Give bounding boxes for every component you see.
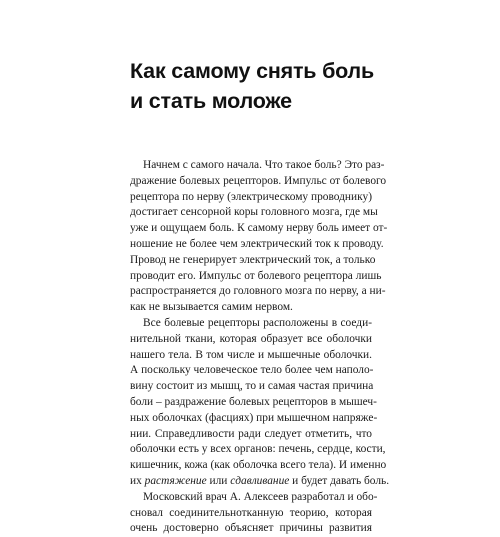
paragraph-2-line: ных оболочках (фасциях) при мышечном напряже- xyxy=(130,411,378,424)
paragraph-1-line: уже и ощущаем боль. К самому нерву боль имеет от- xyxy=(130,222,388,235)
paragraph-3-line: очень достоверно объясняет причины развития xyxy=(130,522,372,535)
paragraph-2-line: нительной ткани, которая образует все оболочки xyxy=(130,332,372,345)
paragraph-1-line: дражение болевых рецепторов. Импульс от болевого xyxy=(130,174,387,187)
paragraph-1-line: распространяется до головного мозга по нерву, а ни- xyxy=(130,285,386,298)
paragraph-3-line: сновал соединительнотканную теорию, которая xyxy=(130,506,372,519)
paragraph-1-line: как не вызывается самим нервом. xyxy=(130,301,293,314)
paragraph-1-line: ношение не более чем электрический ток к проводу. xyxy=(130,237,384,250)
paragraph-2-line: оболочки есть у всех органов: печень, сердце, кости, xyxy=(130,443,386,456)
chapter-title-line-2: и стать моложе xyxy=(130,89,292,113)
chapter-title xyxy=(130,56,430,116)
text-fragment: и будет давать боль. xyxy=(289,474,390,487)
paragraph-2-line: нашего тела. В том числе и мышечные оболочки. xyxy=(130,348,372,361)
emphasis-compression: сдавливание xyxy=(230,474,290,487)
text-fragment: или xyxy=(206,474,231,487)
paragraph-2-line: А поскольку человеческое тело более чем наполо- xyxy=(130,364,374,377)
paragraph-1-line: достигает сенсорной коры головного мозга, где мы xyxy=(130,206,378,219)
paragraph-1-line: Провод не генерирует электрический ток, а только xyxy=(130,253,376,266)
paragraph-2-line: кишечник, кожа (как оболочка всего тела). И именно xyxy=(130,459,387,472)
text-fragment: их xyxy=(130,474,145,487)
paragraph-2-last-line xyxy=(130,474,390,490)
paragraph-2-line: Все болевые рецепторы расположены в соеди- xyxy=(143,316,372,329)
paragraph-2-line: нии. Справедливости ради следует отметить, что xyxy=(130,427,372,440)
paragraph-3-line: Московский врач А. Алексеев разработал и обо- xyxy=(143,490,378,503)
body-text xyxy=(130,158,390,537)
paragraph-2-line: боли – раздражение болевых рецепторов в мышеч- xyxy=(130,395,377,408)
chapter-title-line-1: Как самому снять боль xyxy=(130,59,375,83)
emphasis-stretching: растяжение xyxy=(144,474,207,487)
paragraph-2-line: вину состоит из мышц, то и самая частая причина xyxy=(130,380,374,393)
paragraph-1-line: Начнем с самого начала. Что такое боль? Это раз- xyxy=(143,159,385,171)
paragraph-1-line: проводит его. Импульс от болевого рецептора лишь xyxy=(130,269,382,282)
paragraph-1-line: рецептора по нерву (электрическому проводнику) xyxy=(130,190,372,203)
